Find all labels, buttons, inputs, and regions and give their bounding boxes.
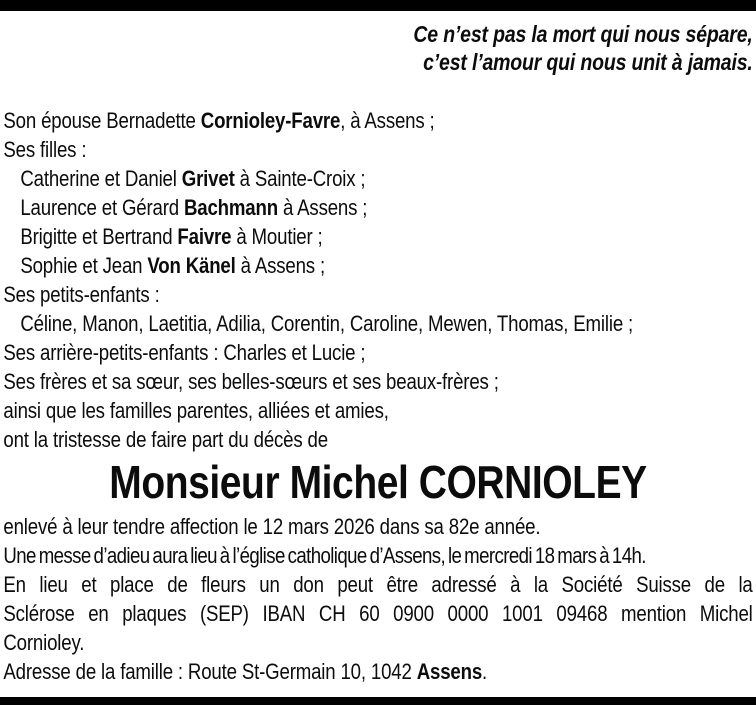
text-segment: Cornioley. (3, 630, 85, 655)
text-line (3, 164, 752, 193)
text-segment: Ses arrière-petits-enfants : Charles et Lucie ; (3, 340, 366, 365)
text-line (3, 657, 752, 686)
text-segment: Brigitte et Bertrand (20, 224, 178, 249)
text-line (3, 193, 752, 222)
text-segment: Ses filles : (3, 137, 87, 162)
text-segment: enlevé à leur tendre affection le 12 mars 2026 dans sa 82e année. (3, 514, 541, 539)
text-segment: Adresse de la famille : Route St-Germain 10, 1042 (3, 659, 417, 684)
top-border-rule (0, 0, 756, 11)
text-line (3, 396, 752, 425)
epigraph-line-2: c’est l’amour qui nous unit à jamais. (423, 49, 753, 75)
text-segment: à Moutier ; (231, 224, 323, 249)
text-line (3, 135, 752, 164)
deceased-name-heading: Monsieur Michel CORNIOLEY (109, 456, 647, 508)
text-segment: à Sainte-Croix ; (234, 166, 366, 191)
text-segment: Ses frères et sa sœur, ses belles-sœurs et ses beaux-frères ; (3, 369, 499, 394)
text-line (3, 338, 752, 367)
text-line (3, 280, 752, 309)
bold-name: Grivet (181, 166, 235, 191)
text-line (3, 106, 752, 135)
text-line (3, 309, 752, 338)
text-line (3, 512, 752, 541)
text-segment: Sclérose en plaques (SEP) IBAN CH 60 0900 0000 1001 09468 mention Michel (3, 601, 753, 626)
text-line (3, 570, 752, 599)
funeral-details (3, 512, 752, 686)
notice-content (0, 11, 756, 686)
text-segment: Laurence et Gérard (20, 195, 184, 220)
text-segment: Ses petits-enfants : (3, 282, 160, 307)
text-segment: Son épouse Bernadette (3, 108, 201, 133)
text-segment: Catherine et Daniel (20, 166, 182, 191)
bold-name: Bachmann (183, 195, 278, 220)
text-segment: En lieu et place de fleurs un don peut être adressé à la Société Suisse de la (3, 572, 753, 597)
text-segment: à Assens ; (277, 195, 368, 220)
epigraph-line-1: Ce n’est pas la mort qui nous sépare, (413, 21, 753, 47)
text-line (3, 541, 752, 570)
text-line (3, 628, 752, 657)
text-segment: Céline, Manon, Laetitia, Adilia, Corentin, Caroline, Mewen, Thomas, Emilie ; (20, 311, 634, 336)
text-segment: . (482, 659, 488, 684)
bottom-border-rule (0, 697, 756, 705)
text-line (3, 251, 752, 280)
family-list (3, 106, 752, 454)
epigraph (3, 20, 752, 76)
bold-name: Faivre (177, 224, 232, 249)
bold-name: Von Känel (147, 253, 236, 278)
text-line (3, 599, 752, 628)
text-line (3, 367, 752, 396)
text-segment: Sophie et Jean (20, 253, 148, 278)
text-segment: ont la tristesse de faire part du décès de (3, 427, 328, 452)
text-segment: , à Assens ; (340, 108, 435, 133)
text-line (3, 425, 752, 454)
bold-name: Assens (416, 659, 483, 684)
text-line (3, 222, 752, 251)
bold-name: Cornioley-Favre (200, 108, 341, 133)
text-segment: ainsi que les familles parentes, alliées et amies, (3, 398, 389, 423)
text-segment: à Assens ; (235, 253, 325, 278)
text-segment: Une messe d’adieu aura lieu à l’église catholique d’Assens, le mercredi 18 mars à 14h. (3, 543, 646, 568)
